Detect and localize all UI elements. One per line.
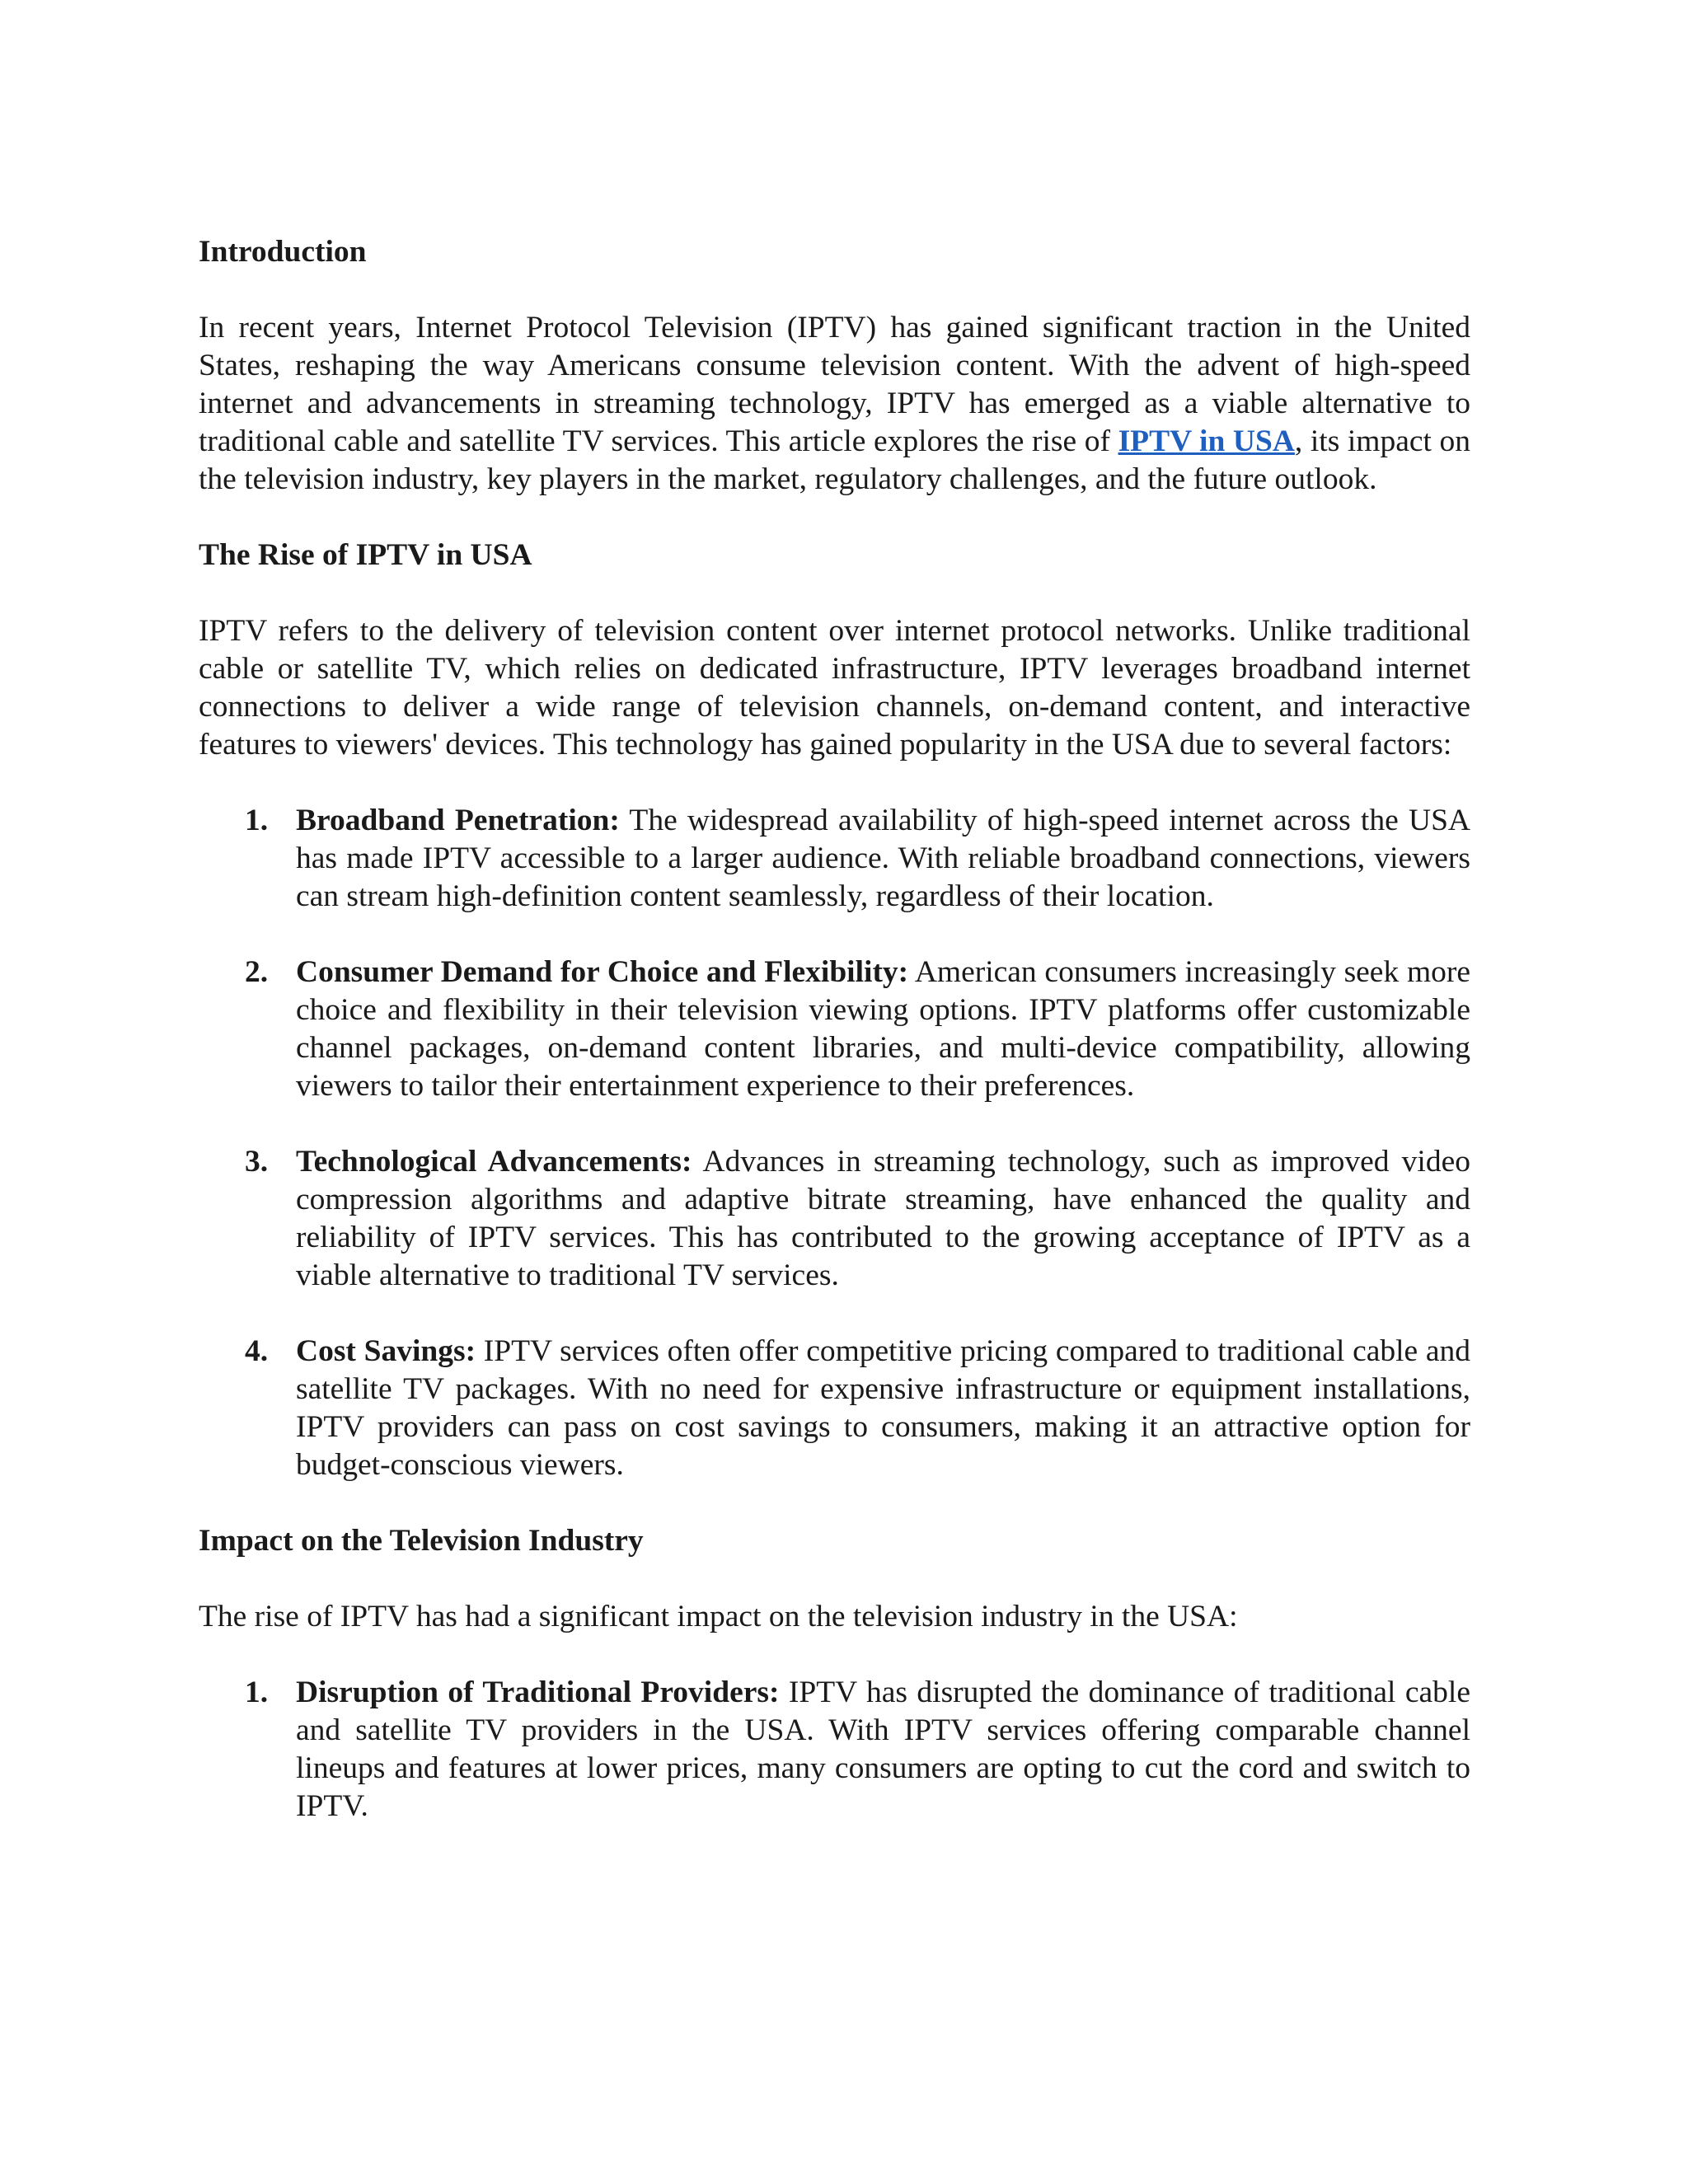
list-item-text: Advances in streaming technology, such as improved video compression algorithms and adaptive bitrate streaming, have enhanced the quality and reliability of IPTV services. This has contributed to the growing acceptance of IPTV as a viable alternative to traditional TV services. xyxy=(296,1145,1470,1292)
intro-paragraph xyxy=(199,309,1470,499)
list-item-text: IPTV has disrupted the dominance of traditional cable and satellite TV providers in the USA. With IPTV services offering comparable channel lineups and features at lower prices, many consumers are opting to cut the cord and switch to IPTV. xyxy=(296,1675,1470,1823)
section-heading-introduction: Introduction xyxy=(199,235,367,269)
list-item-number: 4. xyxy=(245,1334,269,1368)
section-heading-rise: The Rise of IPTV in USA xyxy=(199,538,532,572)
document-page xyxy=(199,233,1470,1825)
list-item xyxy=(199,802,1470,916)
list-item xyxy=(199,1143,1470,1295)
list-item-term: Disruption of Traditional Providers: xyxy=(296,1675,780,1709)
list-item xyxy=(199,954,1470,1105)
list-item-number: 3. xyxy=(245,1145,269,1179)
iptv-in-usa-link[interactable]: IPTV in USA xyxy=(1118,424,1295,458)
section-heading-impact: Impact on the Television Industry xyxy=(199,1524,644,1558)
list-item-number: 1. xyxy=(245,804,269,837)
list-item xyxy=(199,1674,1470,1825)
list-item xyxy=(199,1333,1470,1484)
rise-paragraph: IPTV refers to the delivery of television content over internet protocol networks. Unlike traditional cable or satellite TV, which relies on dedicated infrastructure, IPTV leverages broadband internet connections to deliver a wide range of television channels, on-demand content, and interactive features to viewers' devices. This technology has gained popularity in the USA due to several factors: xyxy=(199,614,1470,762)
list-item-term: Cost Savings: xyxy=(296,1334,476,1368)
list-item-term: Broadband Penetration: xyxy=(296,804,620,837)
intro-text-before-link: In recent years, Internet Protocol Television (IPTV) has gained significant traction in the United States, reshaping the way Americans consume television content. With the advent of high-speed internet and advancements in streaming technology, IPTV has emerged as a viable alternative to traditional cable and satellite TV services. This article explores the rise of xyxy=(199,311,1470,458)
list-item-text: The widespread availability of high-speed internet across the USA has made IPTV accessible to a larger audience. With reliable broadband connections, viewers can stream high-definition content seamlessly, regardless of their location. xyxy=(296,804,1471,913)
list-item-term: Technological Advancements: xyxy=(296,1145,692,1179)
impact-list xyxy=(199,1674,1470,1825)
rise-factors-list xyxy=(199,802,1470,1484)
list-item-term: Consumer Demand for Choice and Flexibility: xyxy=(296,955,909,989)
list-item-number: 2. xyxy=(245,955,269,989)
list-item-text: IPTV services often offer competitive pricing compared to traditional cable and satellite TV packages. With no need for expensive infrastructure or equipment installations, IPTV providers can pass on cost savings to consumers, making it an attractive option for budget-conscious viewers. xyxy=(296,1334,1471,1482)
impact-paragraph: The rise of IPTV has had a significant impact on the television industry in the USA: xyxy=(199,1600,1238,1633)
list-item-text: American consumers increasingly seek more choice and flexibility in their television viewing options. IPTV platforms offer customizable channel packages, on-demand content libraries, and multi-device compatibility, allowing viewers to tailor their entertainment experience to their preferences. xyxy=(296,955,1470,1103)
intro-text-after-link: , its impact on the television industry, key players in the market, regulatory challenges, and the future outlook. xyxy=(199,424,1470,496)
list-item-number: 1. xyxy=(245,1675,269,1709)
